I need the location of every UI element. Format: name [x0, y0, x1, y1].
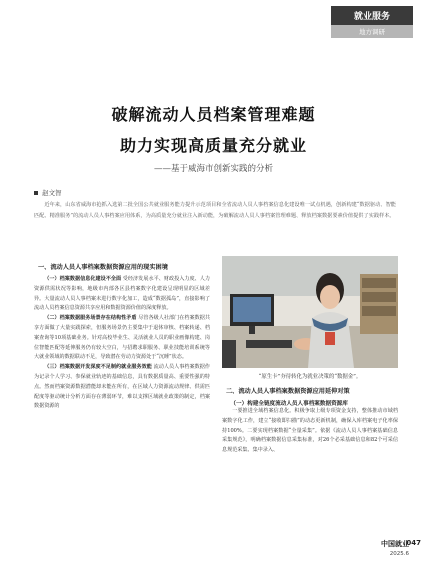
section-tag [331, 6, 413, 38]
paragraph-text: 流动人员人事档案数据作为记录个人学习、参保就业轨迹的基础信息，具有数据质量高、重要性强的特点。然而档案资源数据潜能却未能在所有，在区域人力资源流动规律、供需匹配度等驱动统计分析方面存在薄弱环节，难以支撑区域就业政策的制定，档案数据资源的 [34, 364, 210, 410]
section-tag-main: 就业服务 [331, 6, 413, 25]
author-name: 赵文智 [42, 189, 62, 197]
section-heading-1: 一、流动人员人事档案数据资源应用的现实困境 [38, 264, 168, 271]
page-footer [381, 539, 421, 557]
abstract: 近年来，山东省威海市抢抓入选第二批全国公共就业服务能力提升示范项目和全省流动人员人事档案信息化建设唯一试点机遇，创新构建“数据驱动、智能匹配、精准服务”的流动人员人事档案应用体系，为高质量充分就业注入新动能，为破解流动人员人事档案管理难题、释放档案数据要素价值提供了实践样本。 [34, 202, 396, 219]
paragraph-text: 受经济发展水平、财政投入力度、人力资源供需状况等影响，地级市内部各区县档案数字化建设呈现明显的区域差异。大量流动人员人事档案未进行数字化加工，造成“数据孤岛”，直接影响了流动人员档案信息资源共享应用和数据资源价值的深度释放。 [34, 276, 210, 312]
photo-caption: “原生卡”夯待转化为就业决策的“数据金”。 [258, 374, 362, 380]
paragraph-lead: （二）档案数据服务场景存在结构性矛盾 [44, 315, 137, 322]
paragraph-lead: （三）档案数据开发深度不足制约就业服务效能 [44, 364, 152, 371]
article-subtitle: ——基于威海市创新实践的分析 [153, 164, 273, 174]
section-heading-2: 二、流动人员人事档案数据资源应用延伸对策 [226, 388, 350, 395]
right-column [222, 256, 398, 456]
subsection-heading: （一）构建全链度流动人员人事档案数据资源库 [230, 401, 348, 407]
paragraph-3 [34, 363, 210, 412]
author-marker-icon [34, 191, 38, 195]
paragraph-lead: （一）档案数据信息化建设不全面 [44, 276, 122, 282]
paragraph-4: 一要推进全域档案信息化。积极争取上级专项资金支持，整体推动市域档案数字化工作，建立“接收即扫描”的动态更新机制，确保入库档案电子化率保持100%。二要实现档案数据“全量采集”。依据《流动人员人事档案基础信息采集规范》，明确档案数据信息采集标准，对26个必采基础信息和82个可采信息规范采集、集中录入、 [222, 408, 398, 454]
paragraph-2 [34, 314, 210, 363]
office-photo [222, 256, 398, 368]
paragraph-text: 尽管各级人社部门在档案数据共享方面做了大量实践探索，但服务场景仍主要集中于退休审核、档案转递、档案查询等10项基础业务。针对高校毕业生、灵活就业人员的职业画像构建、岗位智能匹配等延伸服务仍有较大空白，与招聘求职服务、职业技能培训系统等大就业领域的数据联动不足，导致潜在劳动力资源处于“沉睡”状态。 [34, 315, 210, 361]
article-title-block [0, 102, 427, 174]
paragraph-1 [34, 275, 210, 314]
article-title-line1: 破解流动人员档案管理难题 [111, 105, 316, 124]
page-number: 047 [406, 539, 421, 547]
section-tag-sub: 地方调研 [331, 25, 413, 38]
left-column [34, 256, 210, 412]
office-scene-image [222, 256, 398, 368]
issue-date: 2025.6 [389, 551, 409, 557]
author-line [34, 188, 62, 197]
article-title-line2: 助力实现高质量充分就业 [119, 136, 307, 155]
magazine-name: 中国就业 [381, 540, 409, 548]
